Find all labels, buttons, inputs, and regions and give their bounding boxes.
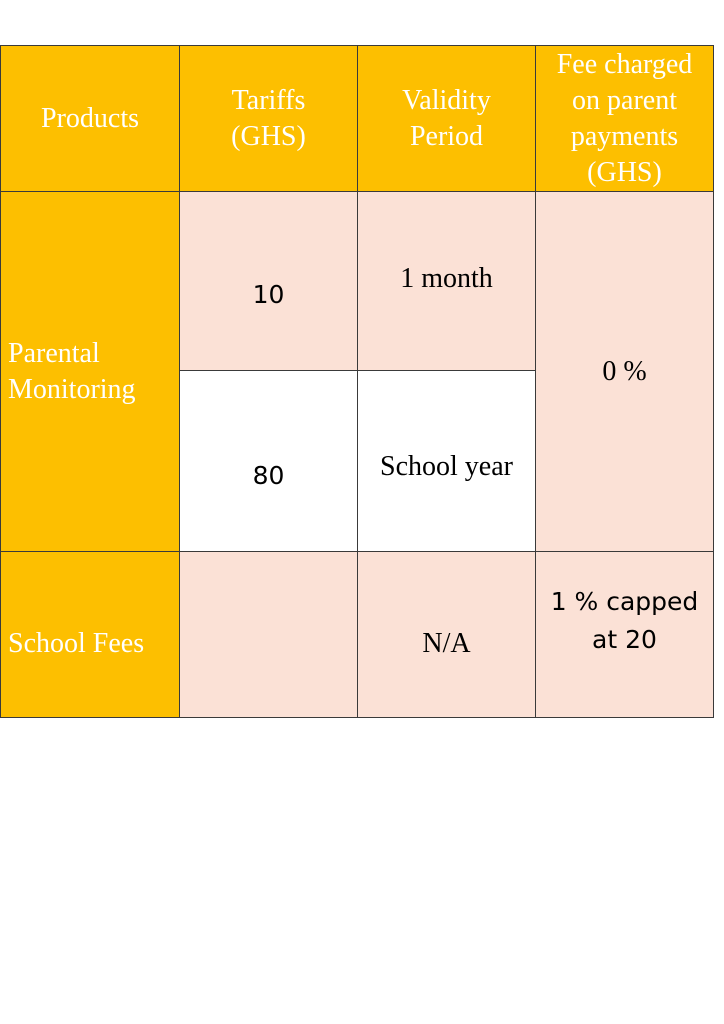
school-fees-validity-value: N/A	[422, 627, 471, 659]
parental-fee	[535, 191, 714, 552]
parental-yearly-tariff	[179, 370, 358, 552]
parental-label-line-1: Parental	[8, 337, 100, 369]
header-fee-line-2: on parent	[572, 84, 677, 116]
header-products-label: Products	[41, 102, 139, 134]
row-label-parental-monitoring	[0, 191, 180, 552]
school-fees-validity	[357, 551, 536, 718]
header-products	[0, 45, 180, 192]
parental-monthly-validity	[357, 191, 536, 371]
header-tariffs-line-2: (GHS)	[231, 120, 306, 152]
row-label-school-fees	[0, 551, 180, 718]
parental-label-line-2: Monitoring	[8, 373, 136, 405]
parental-monthly-tariff	[179, 191, 358, 371]
school-fees-label: School Fees	[8, 627, 145, 659]
parental-yearly-validity-value: School year	[380, 451, 513, 482]
header-fee-line-3: payments	[570, 120, 679, 152]
header-validity	[357, 45, 536, 192]
header-validity-line-1: Validity	[402, 84, 491, 116]
header-fee	[535, 45, 714, 192]
header-fee-line-4: (GHS)	[587, 156, 662, 188]
school-fees-fee	[535, 551, 714, 718]
school-fees-fee-line-2: at 20	[592, 624, 657, 654]
school-fees-fee-line-1: 1 % capped	[550, 586, 699, 616]
parental-monthly-tariff-value: 10	[252, 280, 285, 309]
parental-fee-value: 0 %	[602, 355, 647, 387]
parental-yearly-tariff-value: 80	[252, 461, 285, 490]
header-validity-line-2: Period	[409, 120, 484, 152]
header-fee-line-1: Fee charged	[556, 48, 693, 80]
header-tariffs-line-1: Tariffs	[231, 84, 306, 116]
parental-monthly-validity-value: 1 month	[400, 263, 493, 294]
header-tariffs	[179, 45, 358, 192]
parental-yearly-validity	[357, 370, 536, 552]
school-fees-tariff	[179, 551, 358, 718]
tariff-table	[0, 45, 714, 718]
